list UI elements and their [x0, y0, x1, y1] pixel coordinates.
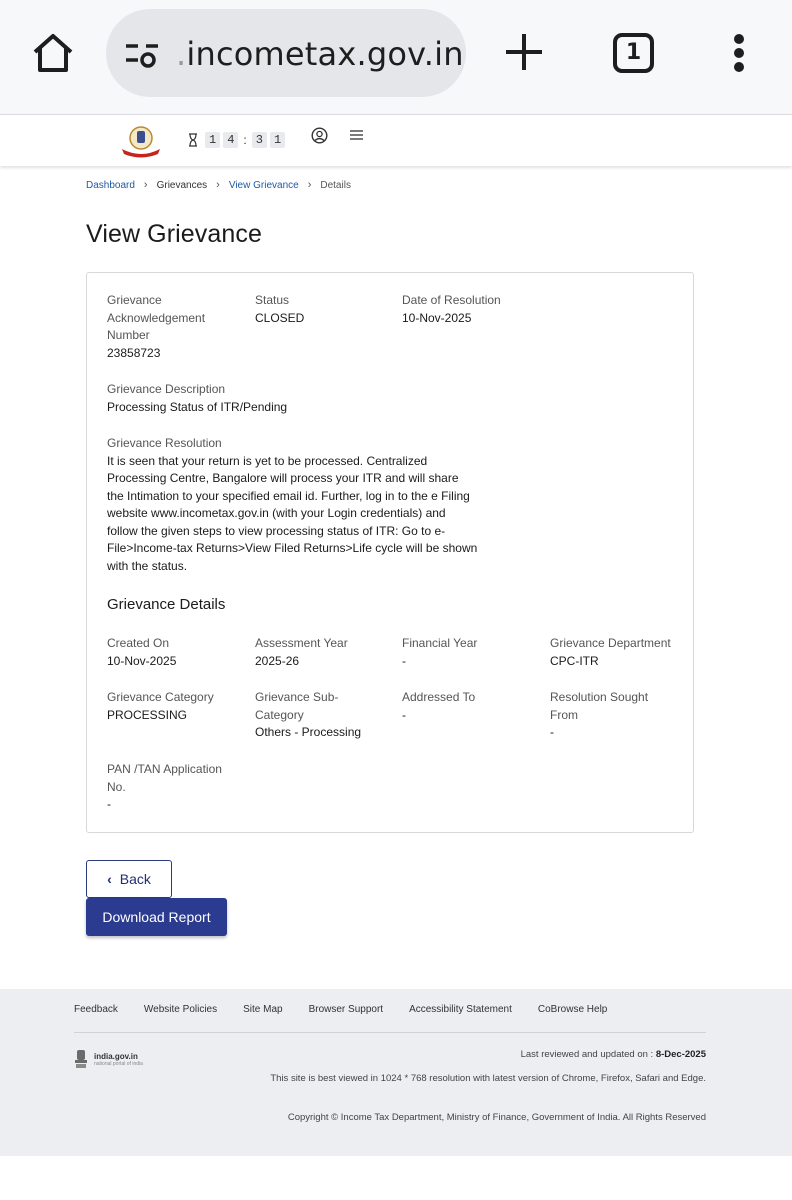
best-viewed-note: This site is best viewed in 1024 * 768 resolution with latest version of Chrome, Firefox, Safari and Edge.: [270, 1073, 706, 1084]
breadcrumb-dashboard[interactable]: Dashboard: [86, 179, 135, 191]
grievance-details-heading: Grievance Details: [107, 596, 226, 613]
pan-tan-label: PAN /TAN Application No.: [107, 762, 222, 794]
category-value: PROCESSING: [107, 707, 188, 722]
department-value: CPC-ITR: [550, 653, 599, 668]
department-field: [550, 635, 671, 670]
timer-digit: 4: [223, 132, 238, 148]
user-profile-icon[interactable]: [311, 127, 328, 144]
site-settings-icon[interactable]: [124, 36, 160, 70]
department-label: Grievance Department: [550, 636, 671, 650]
india-gov-name: india.gov.in: [94, 1051, 138, 1061]
timer-digit: 1: [270, 132, 285, 148]
url-text: .incometax.gov.in: [176, 35, 464, 73]
resolution-sought-value: -: [550, 725, 554, 739]
pan-tan-field: [107, 761, 222, 814]
footer-link-feedback[interactable]: Feedback: [74, 1004, 118, 1015]
addressed-to-label: Addressed To: [402, 690, 476, 704]
footer-link-accessibility[interactable]: Accessibility Statement: [409, 1004, 512, 1015]
sub-category-field: [255, 689, 361, 742]
sub-category-label: Grievance Sub- Category: [255, 690, 339, 722]
india-gov-logo[interactable]: [74, 1048, 143, 1070]
session-timer: [188, 132, 285, 148]
resolution-date-value: 10-Nov-2025: [402, 310, 472, 325]
timer-digit: 3: [252, 132, 267, 148]
timer-digit: 1: [205, 132, 220, 148]
page-title: View Grievance: [86, 220, 263, 248]
description-label: Grievance Description: [107, 382, 226, 396]
resolution-date-field: [402, 292, 501, 327]
timer-separator: :: [243, 133, 247, 147]
description-value: Processing Status of ITR/Pending: [107, 399, 288, 414]
created-on-value: 10-Nov-2025: [107, 653, 177, 668]
chevron-right-icon: ›: [216, 179, 220, 191]
back-button[interactable]: [86, 860, 172, 898]
breadcrumb-details: Details: [320, 179, 351, 191]
new-tab-icon[interactable]: [504, 32, 544, 72]
assessment-year-label: Assessment Year: [255, 636, 348, 650]
resolution-sought-label: Resolution Sought From: [550, 690, 649, 722]
breadcrumb-view-grievance[interactable]: View Grievance: [228, 179, 299, 191]
download-report-button[interactable]: Download Report: [86, 898, 227, 936]
ack-number-value: 23858723: [107, 345, 161, 360]
status-label: Status: [255, 293, 290, 307]
resolution-date-label: Date of Resolution: [402, 293, 501, 307]
assessment-year-field: [255, 635, 348, 670]
national-emblem-icon: [74, 1048, 88, 1070]
chevron-right-icon: ›: [307, 179, 312, 191]
more-options-icon[interactable]: [728, 34, 750, 74]
footer-link-website-policies[interactable]: Website Policies: [143, 1004, 218, 1015]
ack-number-field: [107, 292, 227, 362]
resolution-label: Grievance Resolution: [107, 436, 222, 450]
financial-year-field: [402, 635, 477, 670]
home-icon[interactable]: [30, 30, 76, 76]
status-value: CLOSED: [255, 310, 305, 325]
created-on-field: [107, 635, 176, 670]
india-gov-tagline: national portal of india: [94, 1060, 143, 1067]
tab-switcher-button[interactable]: 1: [613, 33, 654, 73]
category-label: Grievance Category: [107, 690, 214, 704]
status-field: [255, 292, 304, 327]
financial-year-label: Financial Year: [402, 636, 478, 650]
addressed-to-field: [402, 689, 475, 724]
footer: [0, 989, 792, 1156]
chevron-right-icon: ›: [143, 179, 148, 191]
income-tax-logo[interactable]: [120, 123, 162, 159]
hamburger-menu-icon[interactable]: [350, 129, 363, 141]
created-on-label: Created On: [107, 636, 170, 650]
address-bar[interactable]: [106, 9, 466, 97]
footer-link-cobrowse-help[interactable]: CoBrowse Help: [537, 1004, 608, 1015]
footer-link-browser-support[interactable]: Browser Support: [308, 1004, 384, 1015]
hourglass-icon: [188, 133, 198, 147]
ack-number-label: Grievance Acknowledgement Number: [107, 293, 206, 342]
page-bottom-space: [0, 1156, 792, 1200]
footer-link-site-map[interactable]: Site Map: [243, 1004, 283, 1015]
assessment-year-value: 2025-26: [255, 653, 300, 668]
breadcrumb: [86, 179, 351, 191]
footer-divider: [74, 1032, 706, 1033]
financial-year-value: -: [402, 653, 406, 668]
category-field: [107, 689, 214, 724]
last-reviewed: Last reviewed and updated on : 8-Dec-2025: [520, 1049, 706, 1060]
pan-tan-value: -: [107, 797, 111, 811]
addressed-to-value: -: [402, 707, 406, 722]
resolution-field: [107, 435, 487, 575]
footer-links: [74, 1004, 633, 1015]
grievance-card: [86, 272, 694, 833]
sub-category-value: Others - Processing: [255, 725, 362, 739]
site-header: [0, 114, 792, 166]
copyright: Copyright © Income Tax Department, Ministry of Finance, Government of India. All Rights Reserved: [287, 1112, 706, 1123]
resolution-text: It is seen that your return is yet to be processed. Centralized Processing Centre, Bangalore will process your ITR and will share the Intimation to your specified email id. Further, log in to the e Filing website www.incometax.gov.in (with your Login credentials) and follow the given steps to view processing status of ITR: Go to e- File>Income-tax Returns>View Filed Returns>Life cycle will be shown with the status.: [107, 453, 478, 573]
back-button-label: Back: [119, 871, 151, 887]
resolution-sought-field: [550, 689, 648, 742]
breadcrumb-grievances[interactable]: Grievances: [156, 179, 208, 191]
chevron-left-icon: ‹: [107, 871, 112, 887]
browser-toolbar: [0, 0, 792, 114]
description-field: [107, 381, 287, 416]
